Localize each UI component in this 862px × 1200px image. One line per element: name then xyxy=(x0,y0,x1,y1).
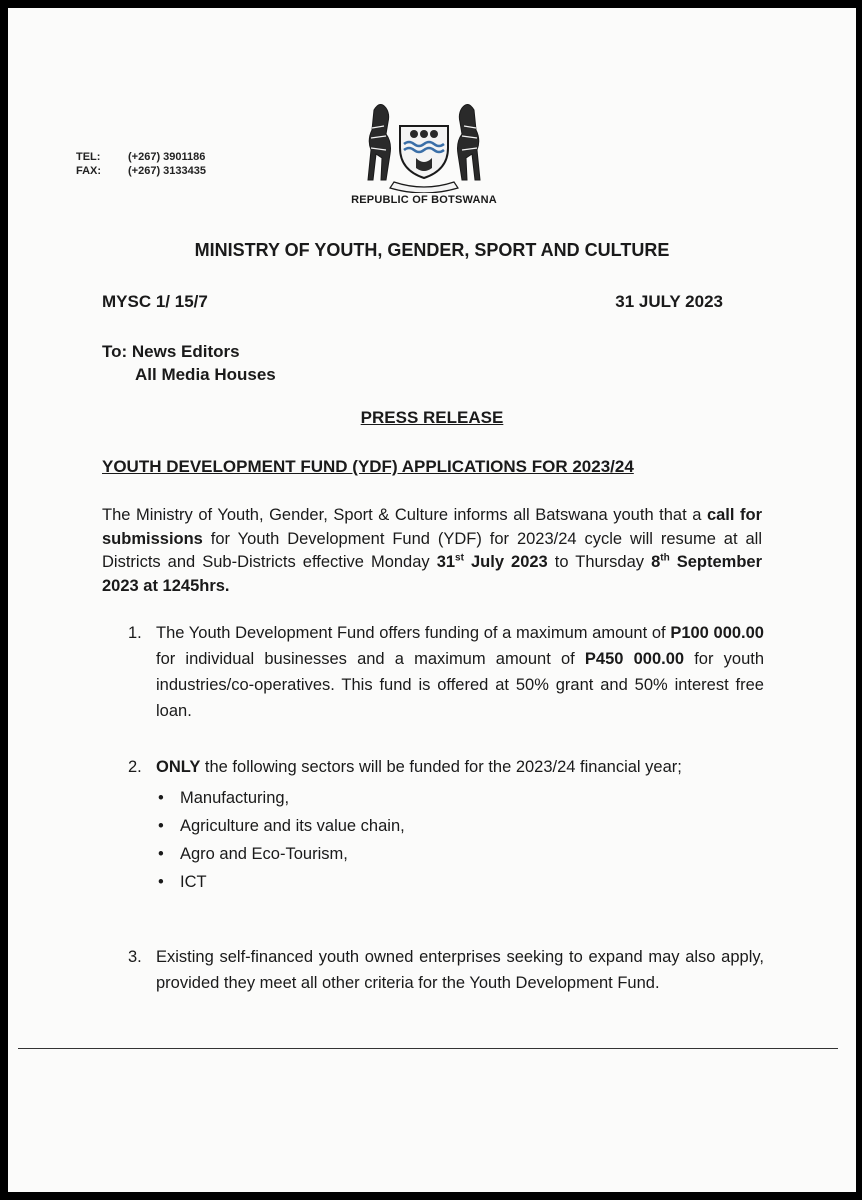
republic-label: REPUBLIC OF BOTSWANA xyxy=(351,194,497,206)
sector-item: • Agriculture and its value chain, xyxy=(156,812,764,840)
amount-individual: P100 000.00 xyxy=(670,624,764,642)
item-1-body: The Youth Development Fund offers funding of a maximum amount of P100 000.00 for individual businesses and a maximum amount of P450 000.00 for youth industries/co-operatives. This fund is offered at 50% grant and 50% interest free loan. xyxy=(156,624,765,720)
sector-item: • Agro and Eco-Tourism, xyxy=(156,840,764,868)
fax-label: FAX: xyxy=(76,165,102,177)
sector-item: • Manufacturing, xyxy=(156,784,764,812)
intro-end-date: 8th September 2023 at 1245hrs. xyxy=(102,552,763,595)
fax-row xyxy=(76,164,206,178)
intro-paragraph xyxy=(102,504,762,598)
intro-text-2: for Youth Development Fund (YDF) for 2023/24 cycle will resume at all Districts and Sub-Districts effective Monday xyxy=(102,529,762,571)
tel-label: TEL: xyxy=(76,151,101,163)
release-date: 31 JULY 2023 xyxy=(615,292,723,311)
amount-cooperative: P450 000.00 xyxy=(584,650,685,668)
list-item-1 xyxy=(128,620,764,724)
press-release-page xyxy=(8,8,856,1192)
list-item-3 xyxy=(128,944,764,996)
list-item-2 xyxy=(128,754,764,896)
release-title: YOUTH DEVELOPMENT FUND (YDF) APPLICATIONS FOR 2023/24 xyxy=(102,457,634,476)
press-release-heading: PRESS RELEASE xyxy=(360,408,504,427)
reference-number: MYSC 1/ 15/7 xyxy=(102,292,208,311)
sector-list xyxy=(156,784,764,896)
recipients-line-2: All Media Houses xyxy=(135,365,276,384)
tel-value: (+267) 3901186 xyxy=(128,151,206,163)
coat-of-arms-icon xyxy=(354,98,494,193)
sector-item: • ICT xyxy=(156,868,764,896)
contact-block xyxy=(76,150,206,178)
recipients-block xyxy=(102,340,276,386)
only-emphasis: ONLY xyxy=(156,758,201,776)
intro-bold-call: call for submissions xyxy=(102,506,762,548)
intro-text-3: to Thursday xyxy=(547,553,652,571)
intro-start-date: 31st July 2023 xyxy=(436,552,548,571)
tel-row xyxy=(76,150,206,164)
footer-divider xyxy=(18,1048,838,1049)
fax-value: (+267) 3133435 xyxy=(128,165,206,177)
item-number: 2. xyxy=(128,758,142,776)
item-number: 1. xyxy=(128,624,142,642)
item-3-body: Existing self-financed youth owned enterprises seeking to expand may also apply, provided they meet all other criteria for the Youth Development Fund. xyxy=(156,948,764,992)
item-number: 3. xyxy=(128,948,142,966)
recipients-line-1: To: News Editors xyxy=(102,342,240,361)
ministry-title: MINISTRY OF YOUTH, GENDER, SPORT AND CULTURE xyxy=(194,240,670,260)
intro-text-1: The Ministry of Youth, Gender, Sport & Culture informs all Batswana youth that a xyxy=(102,506,707,524)
item-2-body: ONLY the following sectors will be funded for the 2023/24 financial year; • Manufacturing, • Agriculture and its value chain, • Agro and Eco-Tourism, • ICT xyxy=(156,754,764,896)
